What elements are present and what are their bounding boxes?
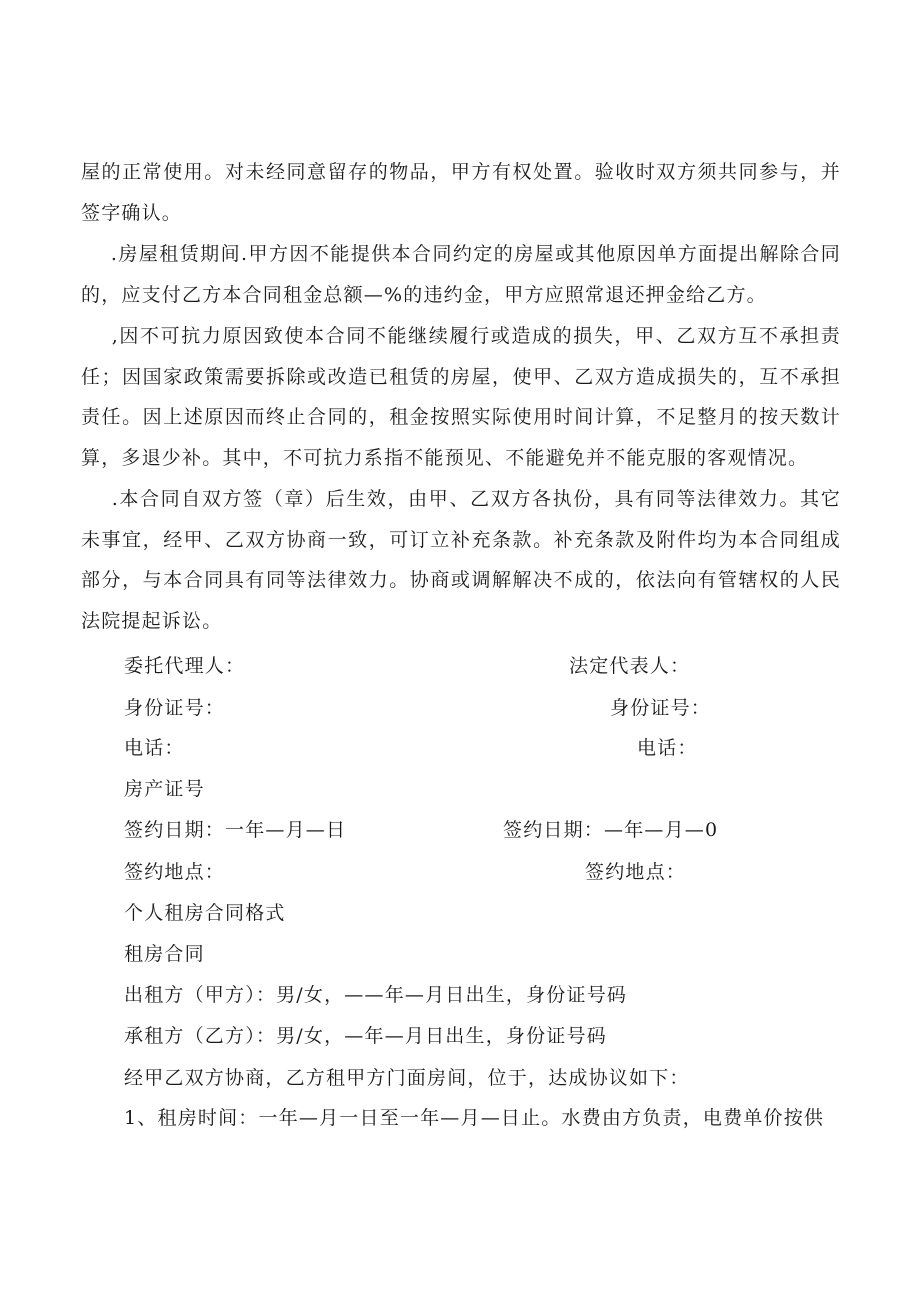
signature-agent-label: 委托代理人：	[124, 655, 246, 677]
paragraph-force-majeure: ,因不可抗力原因致使本合同不能继续履行或造成的损失，甲、乙双方互不承担责任；因国家政策需要拆除或改造已租赁的房屋，使甲、乙双方造成损失的，互不承担责任。因上述原因而终止合同的，租金按照实际使用时间计算，不足整月的按天数计算，多退少补。其中，不可抗力系指不能预见、不能避免并不能克服的客观情况。	[81, 325, 841, 469]
signature-right-place: 签约地点：	[585, 861, 687, 883]
signature-left-phone-label: 电话：	[124, 737, 185, 759]
signature-left-date: 签约日期：一年—月—日	[124, 819, 347, 841]
signature-legal-rep-label: 法定代表人：	[569, 655, 691, 677]
signature-right-phone-label: 电话：	[637, 737, 698, 759]
contract-title: 租房合同	[124, 943, 205, 965]
signature-left-place: 签约地点：	[124, 861, 226, 883]
section-heading: 个人租房合同格式	[124, 902, 286, 924]
signature-right-date: 签约日期：—年—月—0	[503, 819, 719, 841]
lessee-line: 承租方（乙方）：男/女，—年—月日出生，身份证号码	[124, 1025, 607, 1047]
clause-1: 1、租房时间：一年—月一日至一年—月—日止。水费由方负责，电费单价按供	[124, 1107, 825, 1129]
paragraph-acceptance: 屋的正常使用。对未经同意留存的物品，甲方有权处置。验收时双方须共同参与，并签字确认。	[81, 161, 841, 224]
signature-right-id-label: 身份证号：	[610, 697, 712, 719]
signature-left-id-label: 身份证号：	[124, 697, 226, 719]
paragraph-early-termination: .房屋租赁期间.甲方因不能提供本合同约定的房屋或其他原因单方面提出解除合同的，应支付乙方本合同租金总额—%的违约金，甲方应照常退还押金给乙方。	[81, 243, 841, 306]
property-certificate-label: 房产证号	[124, 778, 205, 800]
lessor-line: 出租方（甲方）：男/女，——年—月日出生，身份证号码	[124, 984, 628, 1006]
paragraph-effectiveness: .本合同自双方签（章）后生效，由甲、乙双方各执份，具有同等法律效力。其它未事宜，经甲、乙双方协商一致，可订立补充条款。补充条款及附件均为本合同组成部分，与本合同具有同等法律效力。协商或调解解决不成的，依法向有管辖权的人民法院提起诉讼。	[81, 488, 841, 632]
agreement-intro: 经甲乙双方协商，乙方租甲方门面房间，位于，达成协议如下：	[124, 1067, 690, 1089]
